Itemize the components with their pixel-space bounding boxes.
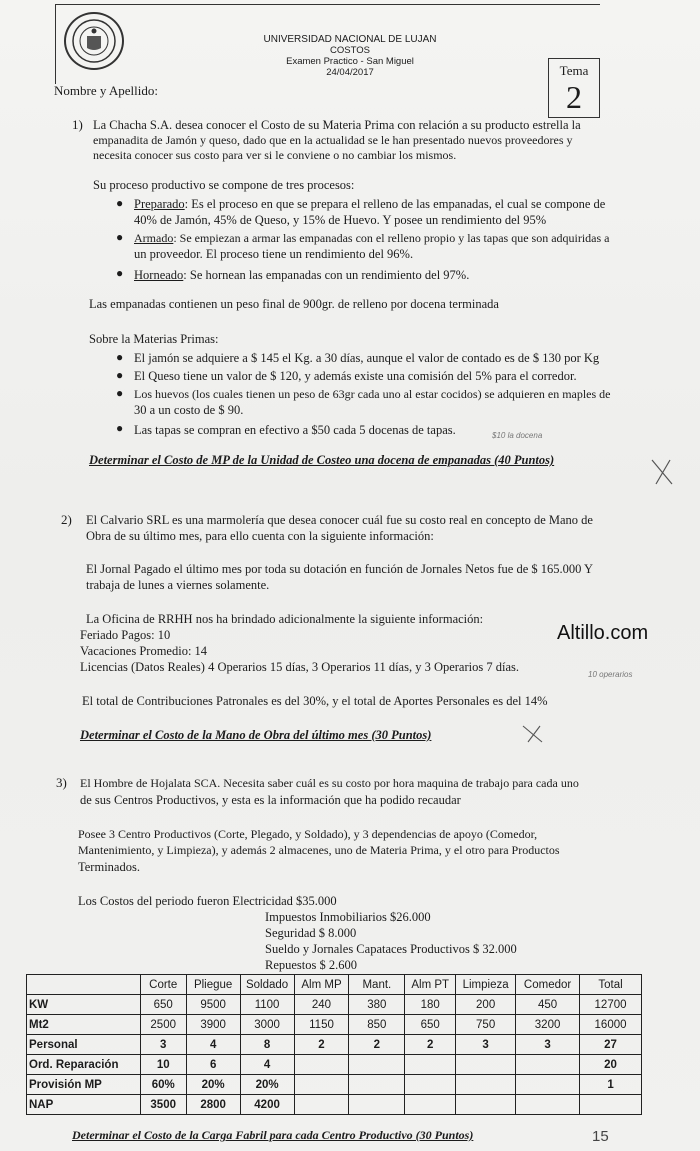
posee-line1: Posee 3 Centro Productivos (Corte, Plegado, y Soldado), y 3 dependencias de apoyo (Comedor, xyxy=(78,827,538,841)
problem-1-task: Determinar el Costo de MP de la Unidad de Costeo una docena de empanadas (40 Puntos) xyxy=(89,453,555,467)
exam-date: 24/04/2017 xyxy=(326,67,374,78)
altillo-watermark: Altillo.com xyxy=(557,622,649,644)
table-header-row xyxy=(27,975,642,995)
problem-1-intro-line2: empanadita de Jamón y queso, dado que en la actualidad se le han presentado nuevos proveedores y xyxy=(93,133,573,147)
problem-3-intro-line2: de sus Centros Productivos, y esta es la información que ha podido recaudar xyxy=(80,793,461,807)
table-cell xyxy=(405,1055,456,1075)
header-text xyxy=(240,34,460,78)
table-cell: 3 xyxy=(456,1035,516,1055)
table-row xyxy=(27,1015,642,1035)
process-1-line1: Preparado: Es el proceso en que se prepara el relleno de las empanadas, el cual se compone de xyxy=(134,197,606,211)
table-cell: 8 xyxy=(240,1035,294,1055)
row-header: Provisión MP xyxy=(27,1075,141,1095)
table-cell: 3 xyxy=(140,1035,186,1055)
handwritten-note: 10 operarios xyxy=(588,670,633,679)
column-header: Mant. xyxy=(349,975,405,995)
row-header: Ord. Reparación xyxy=(27,1055,141,1075)
table-row xyxy=(27,995,642,1015)
bullet-icon: ● xyxy=(116,350,124,364)
mp-item-4: Las tapas se compran en efectivo a $50 cada 5 docenas de tapas. xyxy=(134,423,456,437)
bullet-icon: ● xyxy=(116,196,124,210)
row-header: Mt2 xyxy=(27,1015,141,1035)
university-name: UNIVERSIDAD NACIONAL DE LUJAN xyxy=(263,34,437,45)
table-cell: 27 xyxy=(580,1035,642,1055)
problem-3-task: Determinar el Costo de la Carga Fabril para cada Centro Productivo (30 Puntos) xyxy=(72,1128,474,1142)
column-header: Pliegue xyxy=(186,975,240,995)
problem-2-task: Determinar el Costo de la Mano de Obra del último mes (30 Puntos) xyxy=(80,728,432,742)
table-cell: 2 xyxy=(294,1035,349,1055)
table-cell: 3900 xyxy=(186,1015,240,1035)
table-cell: 6 xyxy=(186,1055,240,1075)
column-header: Alm PT xyxy=(405,975,456,995)
table-cell xyxy=(456,1095,516,1115)
mp-item-3-line2: 30 a un costo de $ 90. xyxy=(134,403,244,417)
cost-item: Seguridad $ 8.000 xyxy=(265,926,357,940)
table-cell: 20% xyxy=(186,1075,240,1095)
table-cell: 180 xyxy=(405,995,456,1015)
bullet-icon: ● xyxy=(116,421,124,435)
problem-2-intro-line2: Obra de su último mes, para ello cuenta con la siguiente información: xyxy=(86,529,434,543)
table-cell: 10 xyxy=(140,1055,186,1075)
table-cell: 4 xyxy=(186,1035,240,1055)
table-cell xyxy=(349,1055,405,1075)
column-header: Total xyxy=(580,975,642,995)
table-cell: 750 xyxy=(456,1015,516,1035)
process-1-line2: 40% de Jamón, 45% de Queso, y 15% de Huevo. Y posee un rendimiento del 95% xyxy=(134,213,547,227)
bullet-icon: ● xyxy=(116,368,124,382)
table-cell: 2 xyxy=(405,1035,456,1055)
bullet-icon: ● xyxy=(116,230,124,244)
problem-1-intro-line3: necesita conocer sus costo para ver si le conviene o no cambiar los mismos. xyxy=(93,148,457,162)
mp-item-3-line1: Los huevos (los cuales tienen un peso de 63gr cada uno al estar cocidos) se adquieren en maples de xyxy=(134,387,611,401)
exam-name: Examen Practico - San Miguel xyxy=(286,56,414,67)
table-cell: 850 xyxy=(349,1015,405,1035)
table-cell: 2500 xyxy=(140,1015,186,1035)
cost-item: Impuestos Inmobiliarios $26.000 xyxy=(265,910,431,924)
contribuciones-text: El total de Contribuciones Patronales es del 30%, y el total de Aportes Personales es del 14% xyxy=(82,694,548,708)
process-2-line1: Armado: Se empiezan a armar las empanadas con el relleno propio y las tapas que son adquiridas a xyxy=(134,231,610,245)
grade-mark: 15 xyxy=(592,1128,609,1145)
problem-1-intro-line1: La Chacha S.A. desea conocer el Costo de su Materia Prima con relación a su producto estrella la xyxy=(93,118,581,132)
column-header: Comedor xyxy=(516,975,580,995)
problem-2-intro-line1: El Calvario SRL es una marmolería que desea conocer cuál fue su costo real en concepto de Mano de xyxy=(86,513,593,527)
table-cell xyxy=(405,1095,456,1115)
row-header: NAP xyxy=(27,1095,141,1115)
table-row xyxy=(27,1055,642,1075)
table-cell: 9500 xyxy=(186,995,240,1015)
bullet-icon: ● xyxy=(116,266,124,280)
posee-line2: Mantenimiento, y Limpieza), y además 2 almacenes, uno de Materia Prima, y el otro para Productos xyxy=(78,843,560,857)
table-cell: 12700 xyxy=(580,995,642,1015)
table-cell: 1150 xyxy=(294,1015,349,1035)
table-cell xyxy=(349,1095,405,1115)
table-cell: 2800 xyxy=(186,1095,240,1115)
cost-item: Sueldo y Jornales Capataces Productivos $ 32.000 xyxy=(265,942,517,956)
table-cell: 240 xyxy=(294,995,349,1015)
process-title: Su proceso productivo se compone de tres procesos: xyxy=(93,178,355,192)
process-2-line2: un proveedor. El proceso tiene un rendimiento del 96%. xyxy=(134,247,414,261)
table-cell: 60% xyxy=(140,1075,186,1095)
handwritten-note: $10 la docena xyxy=(492,431,543,440)
check-mark-icon xyxy=(648,456,678,493)
row-header: KW xyxy=(27,995,141,1015)
licencias-text: Licencias (Datos Reales) 4 Operarios 15 días, 3 Operarios 11 días, y 3 Operarios 7 días. xyxy=(80,660,519,674)
feriado-text: Feriado Pagos: 10 xyxy=(80,628,171,642)
table-cell xyxy=(580,1095,642,1115)
row-header: Personal xyxy=(27,1035,141,1055)
column-header xyxy=(27,975,141,995)
subject-name: COSTOS xyxy=(330,45,370,56)
table-cell: 4200 xyxy=(240,1095,294,1115)
table-cell: 3500 xyxy=(140,1095,186,1115)
table-cell: 3 xyxy=(516,1035,580,1055)
table-cell xyxy=(516,1055,580,1075)
table-cell: 1100 xyxy=(240,995,294,1015)
name-field-label: Nombre y Apellido: xyxy=(54,83,158,98)
table-cell: 4 xyxy=(240,1055,294,1075)
table-cell xyxy=(456,1055,516,1075)
vacaciones-text: Vacaciones Promedio: 14 xyxy=(80,644,208,658)
table-cell: 16000 xyxy=(580,1015,642,1035)
table-cell xyxy=(294,1055,349,1075)
table-cell: 2 xyxy=(349,1035,405,1055)
rrhh-text: La Oficina de RRHH nos ha brindado adicionalmente la siguiente información: xyxy=(86,612,484,626)
table-cell: 650 xyxy=(405,1015,456,1035)
problem-3-intro-line1: El Hombre de Hojalata SCA. Necesita saber cuál es su costo por hora maquina de trabajo para cada uno xyxy=(80,776,579,790)
process-3-line: Horneado: Se hornean las empanadas con un rendimiento del 97%. xyxy=(134,268,470,282)
jornal-line1: El Jornal Pagado el último mes por toda su dotación en función de Jornales Netos fue de $ 165.000 Y xyxy=(86,562,594,576)
table-cell: 200 xyxy=(456,995,516,1015)
table-row xyxy=(27,1035,642,1055)
table-cell: 3000 xyxy=(240,1015,294,1035)
table-cell xyxy=(516,1095,580,1115)
table-cell xyxy=(516,1075,580,1095)
problem-3-number: 3) xyxy=(56,775,67,790)
jornal-line2: trabaja de lunes a viernes solamente. xyxy=(86,578,270,592)
table-cell: 450 xyxy=(516,995,580,1015)
problem-1-number: 1) xyxy=(72,117,83,132)
problem-2-number: 2) xyxy=(61,512,72,527)
costs-label: Los Costos del periodo fueron Electricidad $35.000 xyxy=(78,894,337,908)
cost-centers-table xyxy=(26,974,642,1115)
mp-item-1: El jamón se adquiere a $ 145 el Kg. a 30 días, aunque el valor de contado es de $ 130 por Kg xyxy=(134,351,600,365)
table-row xyxy=(27,1075,642,1095)
table-cell: 20% xyxy=(240,1075,294,1095)
table-cell xyxy=(294,1095,349,1115)
table-cell: 1 xyxy=(580,1075,642,1095)
weight-text: Las empanadas contienen un peso final de 900gr. de relleno por docena terminada xyxy=(89,297,499,311)
table-cell: 380 xyxy=(349,995,405,1015)
university-seal-icon xyxy=(64,12,124,70)
tema-label: Tema xyxy=(559,63,589,78)
bullet-icon: ● xyxy=(116,386,124,400)
column-header: Limpieza xyxy=(456,975,516,995)
posee-line3: Terminados. xyxy=(78,860,140,874)
table-cell: 20 xyxy=(580,1055,642,1075)
table-cell: 650 xyxy=(140,995,186,1015)
column-header: Corte xyxy=(140,975,186,995)
tema-number: 2 xyxy=(566,79,582,115)
tema-box xyxy=(548,58,600,118)
table-cell xyxy=(294,1075,349,1095)
column-header: Soldado xyxy=(240,975,294,995)
cost-item: Repuestos $ 2.600 xyxy=(265,958,358,972)
table-cell xyxy=(349,1075,405,1095)
table-cell xyxy=(405,1075,456,1095)
mp-item-2: El Queso tiene un valor de $ 120, y además existe una comisión del 5% para el corredor. xyxy=(134,369,577,383)
table-cell: 3200 xyxy=(516,1015,580,1035)
mp-title: Sobre la Materias Primas: xyxy=(89,332,219,346)
table-cell xyxy=(456,1075,516,1095)
table-row xyxy=(27,1095,642,1115)
column-header: Alm MP xyxy=(294,975,349,995)
check-mark-icon xyxy=(520,722,546,751)
